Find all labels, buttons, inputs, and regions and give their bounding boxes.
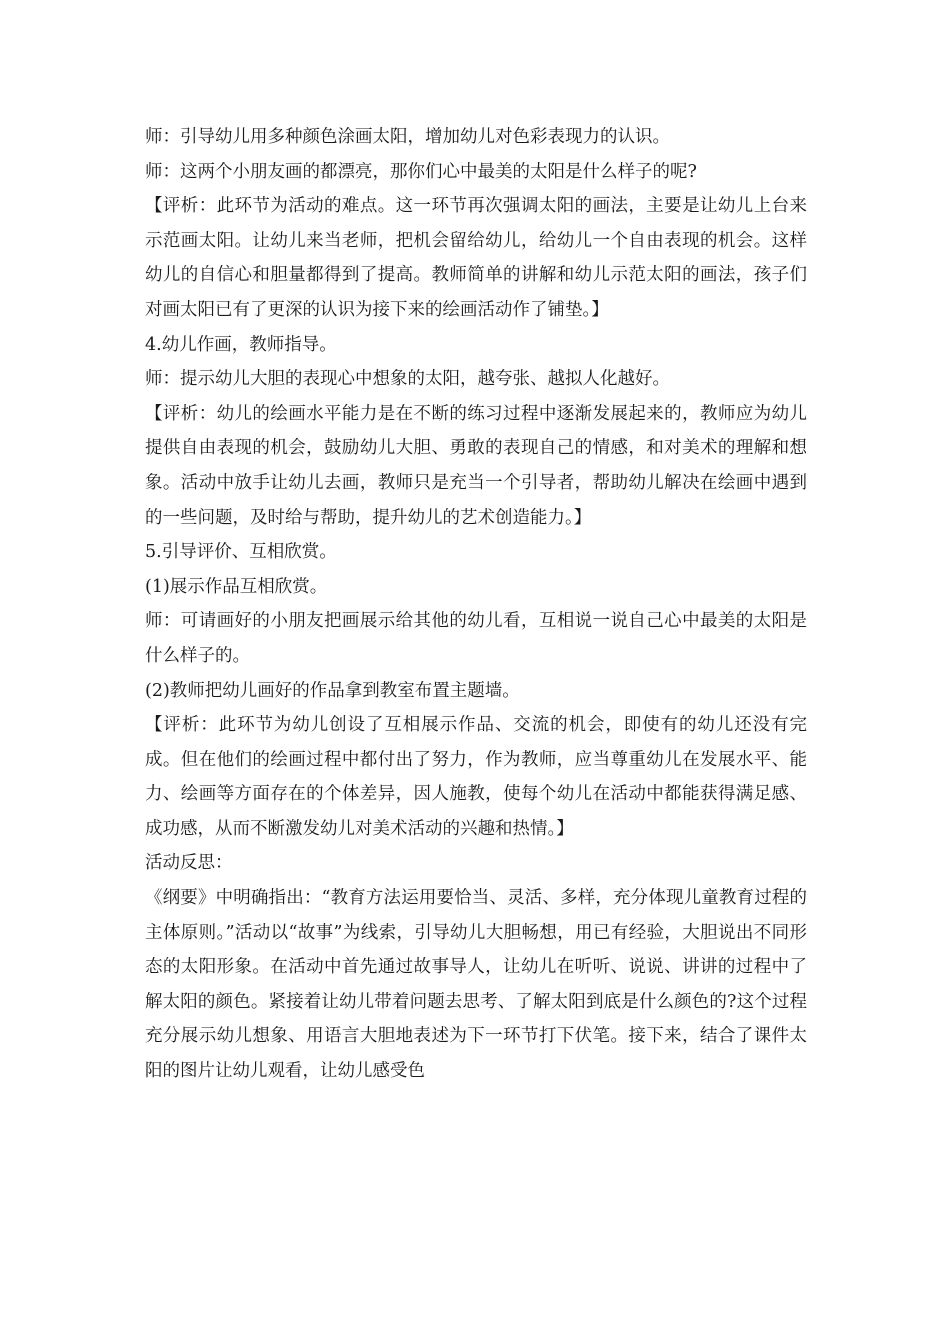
paragraph-teacher-share: 师：可请画好的小朋友把画展示给其他的幼儿看，互相说一说自己心中最美的太阳是什么样子的。 <box>145 611 807 666</box>
paragraph-commentary-drawing: 【评析：幼儿的绘画水平能力是在不断的练习过程中逐渐发展起来的，教师应为幼儿提供自由表现的机会，鼓励幼儿大胆、勇敢的表现自己的情感，和对美术的理解和想象。活动中放手让幼儿去画，教师只是充当一个引导者，帮助幼儿解决在绘画中遇到的一些问题，及时给与帮助，提升幼儿的艺术创造能力。】 <box>145 403 807 528</box>
paragraph-commentary-evaluation: 【评析：此环节为幼儿创设了互相展示作品、交流的机会，即使有的幼儿还没有完成。但在他们的绘画过程中都付出了努力，作为教师，应当尊重幼儿在发展水平、能力、绘画等方面存在的个体差异，因人施教，使每个幼儿在活动中都能获得满足感、成功感，从而不断激发幼儿对美术活动的兴趣和热情。】 <box>145 715 807 839</box>
substep-show-works: (1)展示作品互相欣赏。 <box>145 576 328 597</box>
document-body <box>145 120 807 1089</box>
substep-theme-wall: (2)教师把幼儿画好的作品拿到教室布置主题墙。 <box>145 680 520 701</box>
paragraph-teacher-coloring: 师：引导幼儿用多种颜色涂画太阳，增加幼儿对色彩表现力的认识。 <box>145 127 670 147</box>
step-heading-drawing: 4.幼儿作画，教师指导。 <box>145 334 337 355</box>
section-heading-reflection: 活动反思： <box>145 853 233 874</box>
step-heading-evaluation: 5.引导评价、互相欣赏。 <box>145 542 337 563</box>
paragraph-commentary-difficulty: 【评析：此环节为活动的难点。这一环节再次强调太阳的画法，主要是让幼儿上台来示范画太阳。让幼儿来当老师，把机会留给幼儿，给幼儿一个自由表现的机会。这样幼儿的自信心和胆量都得到了提高。教师简单的讲解和幼儿示范太阳的画法，孩子们对画太阳已有了更深的认识为接下来的绘画活动作了铺垫。】 <box>145 196 807 320</box>
paragraph-teacher-hint: 师：提示幼儿大胆的表现心中想象的太阳，越夸张、越拟人化越好。 <box>145 369 670 390</box>
paragraph-teacher-question: 师：这两个小朋友画的都漂亮，那你们心中最美的太阳是什么样子的呢? <box>145 161 697 182</box>
paragraph-reflection-body: 《纲要》中明确指出：“教育方法运用要恰当、灵活、多样，充分体现儿童教育过程的主体原则。”活动以“故事”为线索，引导幼儿大胆畅想，用已有经验，大胆说出不同形态的太阳形象。在活动中首先通过故事导人，让幼儿在听听、说说、讲讲的过程中了解太阳的颜色。紧接着让幼儿带着问题去思考、了解太阳到底是什么颜色的?这个过程充分展示幼儿想象、用语言大胆地表述为下一环节打下伏笔。接下来，结合了课件太阳的图片让幼儿观看，让幼儿感受色 <box>145 888 807 1082</box>
